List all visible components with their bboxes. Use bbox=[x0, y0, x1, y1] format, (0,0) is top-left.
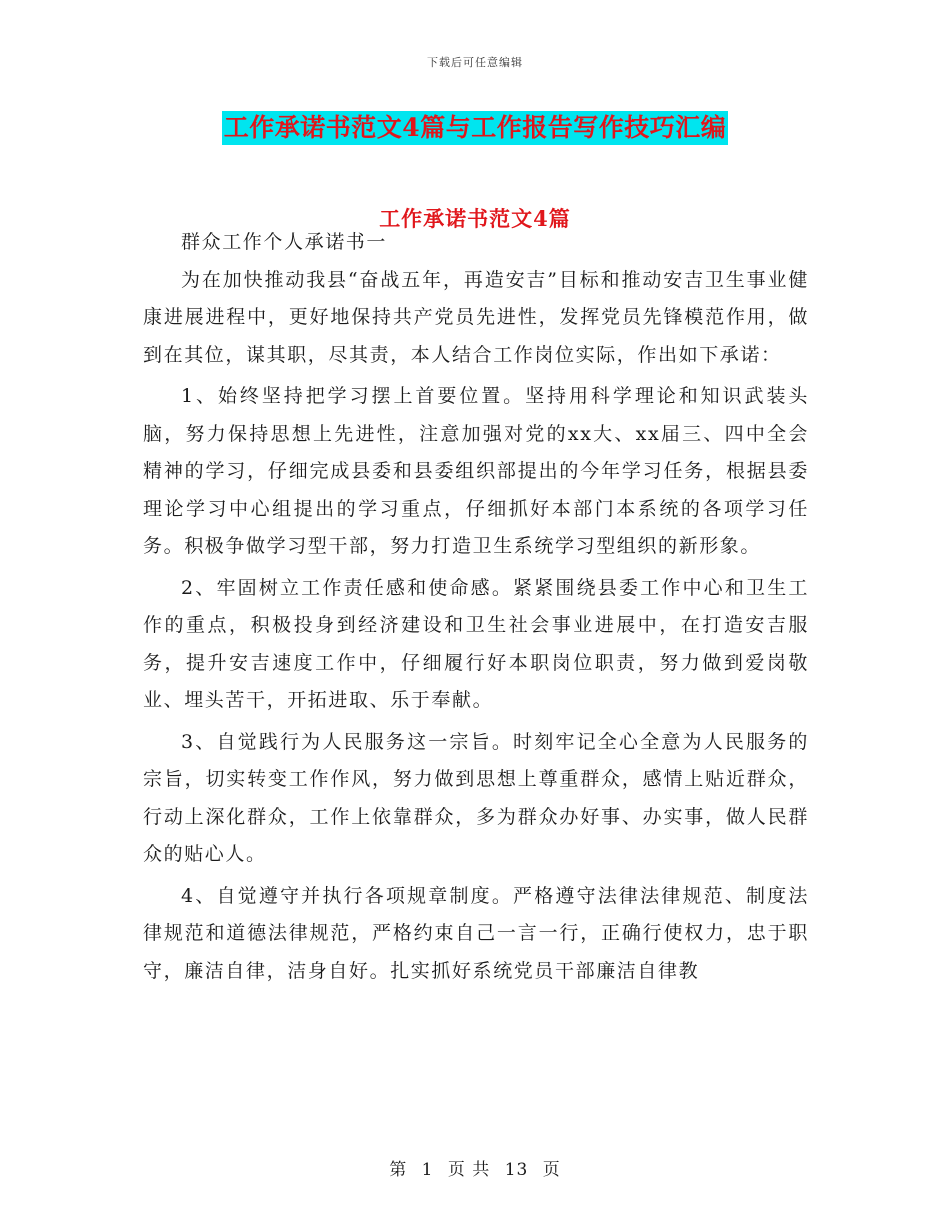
header-note: 下载后可任意编辑 bbox=[427, 56, 523, 69]
paragraph-intro: 为在加快推动我县“奋战五年，再造安吉”目标和推动安吉卫生事业健康进展进程中，更好地保持共产党员先进性，发挥党员先锋模范作用，做到在其位，谋其职，尽其责，本人结合工作岗位实际，作出如下承诺： bbox=[143, 268, 809, 366]
document-body bbox=[143, 224, 809, 990]
paragraph-item-4: 4、自觉遵守并执行各项规章制度。严格遵守法律法律规范、制度法律规范和道德法律规范，严格约束自己一言一行，正确行使权力，忠于职守，廉洁自律，洁身自好。扎实抓好系统党员干部廉洁自律教 bbox=[143, 884, 809, 982]
page-footer bbox=[0, 1155, 950, 1180]
section-title: 工作承诺书范文4篇 bbox=[379, 206, 571, 231]
doc-title-container bbox=[0, 111, 950, 145]
footer-label-page: 第 bbox=[389, 1160, 408, 1180]
footer-total-pages: 13 bbox=[504, 1160, 529, 1180]
doc-title: 工作承诺书范文4篇与工作报告写作技巧汇编 bbox=[222, 111, 728, 145]
paragraph-subtitle: 群众工作个人承诺书一 bbox=[181, 231, 388, 253]
footer-label-of: 页 共 bbox=[447, 1160, 491, 1180]
paragraph-item-3: 3、自觉践行为人民服务这一宗旨。时刻牢记全心全意为人民服务的宗旨，切实转变工作作风，努力做到思想上尊重群众，感情上贴近群众，行动上深化群众，工作上依靠群众，多为群众办好事、办实事，做人民群众的贴心人。 bbox=[143, 730, 809, 865]
footer-current-page: 1 bbox=[421, 1160, 434, 1180]
footer-label-pages: 页 bbox=[542, 1160, 561, 1180]
paragraph-item-1: 1、始终坚持把学习摆上首要位置。坚持用科学理论和知识武装头脑，努力保持思想上先进性，注意加强对党的xx大、xx届三、四中全会精神的学习，仔细完成县委和县委组织部提出的今年学习任务，根据县委理论学习中心组提出的学习重点，仔细抓好本部门本系统的各项学习任务。积极争做学习型干部，努力打造卫生系统学习型组织的新形象。 bbox=[143, 385, 809, 557]
paragraph-item-2: 2、牢固树立工作责任感和使命感。紧紧围绕县委工作中心和卫生工作的重点，积极投身到经济建设和卫生社会事业进展中，在打造安吉服务，提升安吉速度工作中，仔细履行好本职岗位职责，努力做到爱岗敬业、埋头苦干，开拓进取、乐于奉献。 bbox=[143, 576, 809, 711]
